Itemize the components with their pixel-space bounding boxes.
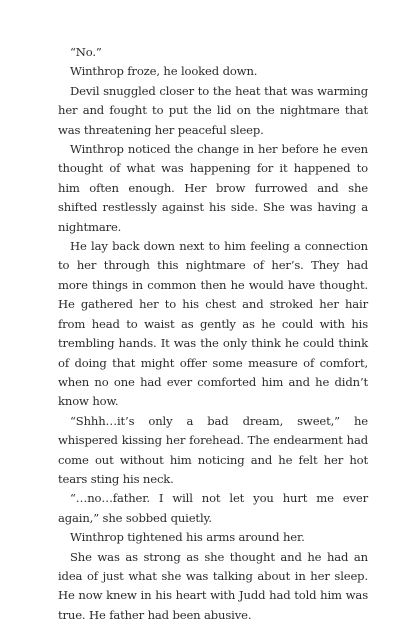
paragraph: “Shhh…it’s only a bad dream, sweet,” he whispered kissing her forehead. The endearment had come out without him noticing and he felt her hot tears sting his neck.: [58, 413, 368, 486]
body-text: [58, 43, 368, 625]
paragraph: She was as strong as she thought and he had an idea of just what she was talking about in her sleep. He now knew in his heart with Judd had told him was true. He father had been abusive.: [58, 549, 368, 622]
paragraph: Winthrop tightened his arms around her.: [70, 530, 305, 545]
paragraph: “No.”: [70, 45, 102, 59]
paragraph: Devil snuggled closer to the heat that was warming her and fought to put the lid on the nightmare that was threatening her peaceful sleep.: [58, 83, 368, 137]
paragraph: Winthrop noticed the change in her before he even thought of what was happening for it happened to him often enough. Her brow furrowed and she shifted restlessly against his side. She was having a nightmare.: [58, 142, 368, 234]
paragraph: “…no…father. I will not let you hurt me ever again,” she sobbed quietly.: [58, 491, 368, 525]
paragraph: Winthrop froze, he looked down.: [70, 64, 258, 79]
paragraph: He lay back down next to him feeling a connection to her through this nightmare of her’s. They had more things in common then he would have thought. He gathered her to his chest and stroked her hair from head to waist as gently as he could with his trembling hands. It was the only think he could think of doing that might offer some measure of comfort, when no one had ever comforted him and he didn’t know how.: [58, 239, 368, 409]
